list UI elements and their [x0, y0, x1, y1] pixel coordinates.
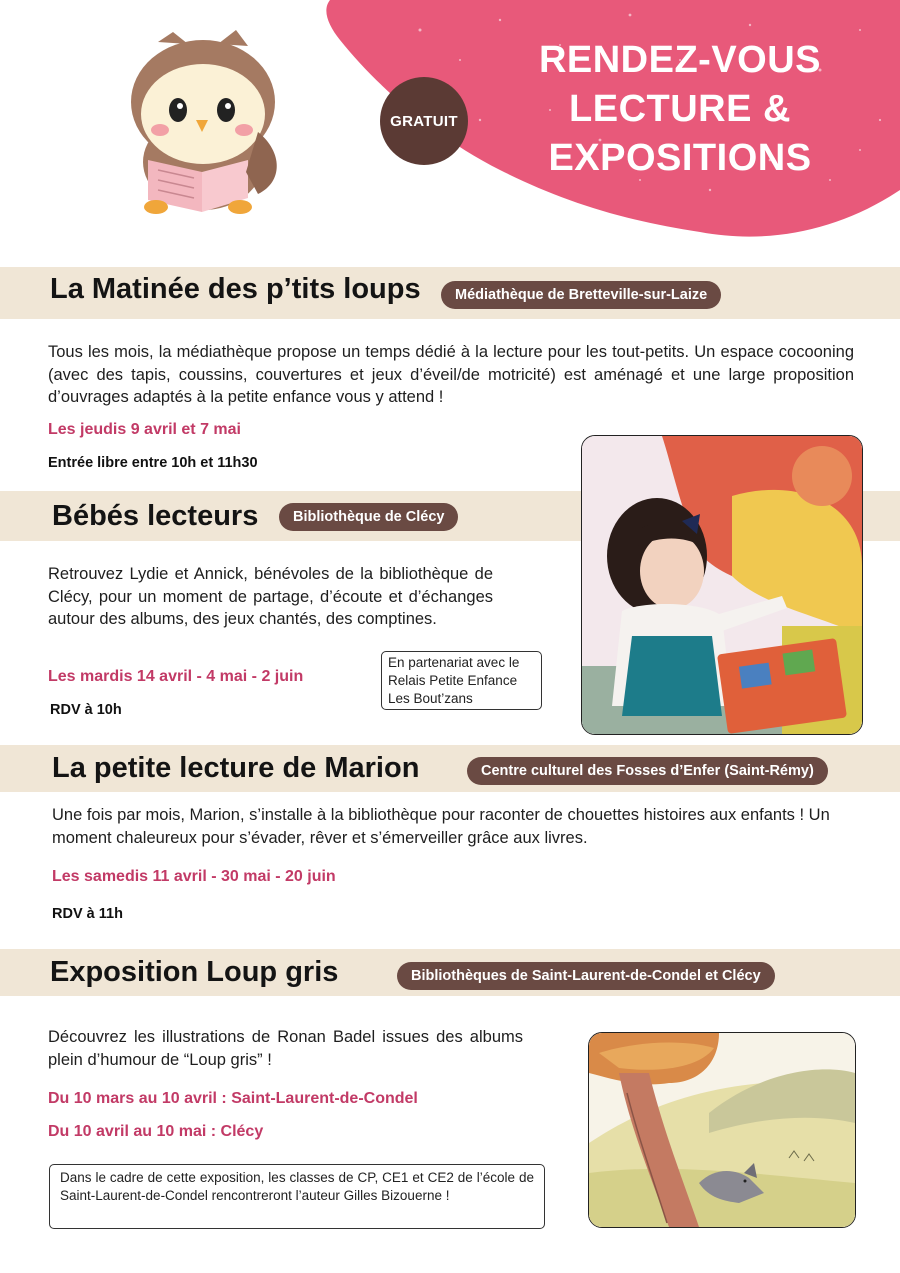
venue-pill: Bibliothèques de Saint-Laurent-de-Condel et Clécy [397, 962, 775, 990]
section-title: Bébés lecteurs [52, 500, 259, 532]
free-badge: GRATUIT [380, 77, 468, 165]
event-dates: Les mardis 14 avril - 4 mai - 2 juin [48, 668, 304, 685]
school-note: Dans le cadre de cette exposition, les classes de CP, CE1 et CE2 de l’école de Saint-Laurent-de-Condel rencontreront l’auteur Gilles Bizouerne ! [49, 1164, 545, 1229]
page-title: RENDEZ-VOUS LECTURE & EXPOSITIONS [538, 39, 822, 179]
owl-reading-icon [118, 22, 288, 222]
event-dates: Du 10 avril au 10 mai : Clécy [48, 1123, 264, 1140]
section-title: La petite lecture de Marion [52, 752, 420, 784]
section-title: Exposition Loup gris [50, 956, 339, 988]
section-description: Retrouvez Lydie et Annick, bénévoles de la bibliothèque de Clécy, pour un moment de partage, d’écoute et d’échanges autour des albums, des jeux chantés, des comptines. [48, 565, 493, 628]
event-info: RDV à 11h [52, 906, 123, 922]
event-dates: Du 10 mars au 10 avril : Saint-Laurent-de-Condel [48, 1090, 418, 1107]
venue-pill: Bibliothèque de Clécy [279, 503, 458, 531]
venue-pill: Médiathèque de Bretteville-sur-Laize [441, 281, 721, 309]
section-description: Une fois par mois, Marion, s’installe à la bibliothèque pour raconter de chouettes histoires aux enfants ! Un moment chaleureux pour s’évader, rêver et s’émerveiller grâce aux livres. [52, 806, 830, 847]
section-description: Tous les mois, la médiathèque propose un temps dédié à la lecture pour les tout-petits. Un espace cocooning (avec des tapis, coussins, couvertures et jeux d’éveil/de motricité) est aménagé et une large proposition d’ouvrages adaptés à la petite enfance vous y attend ! [48, 343, 854, 406]
event-info: RDV à 10h [50, 702, 122, 718]
section-title: La Matinée des p’tits loups [50, 273, 421, 305]
event-dates: Les samedis 11 avril - 30 mai - 20 juin [52, 868, 336, 885]
baby-reading-photo [581, 435, 863, 735]
venue-pill: Centre culturel des Fosses d’Enfer (Saint-Rémy) [467, 757, 828, 785]
event-dates: Les jeudis 9 avril et 7 mai [48, 421, 241, 438]
partner-note: En partenariat avec le Relais Petite Enfance Les Bout’zans [381, 651, 542, 710]
event-info: Entrée libre entre 10h et 11h30 [48, 455, 258, 471]
section-description: Découvrez les illustrations de Ronan Badel issues des albums plein d’humour de “Loup gris” ! [48, 1028, 523, 1069]
loup-gris-illustration [588, 1032, 856, 1228]
